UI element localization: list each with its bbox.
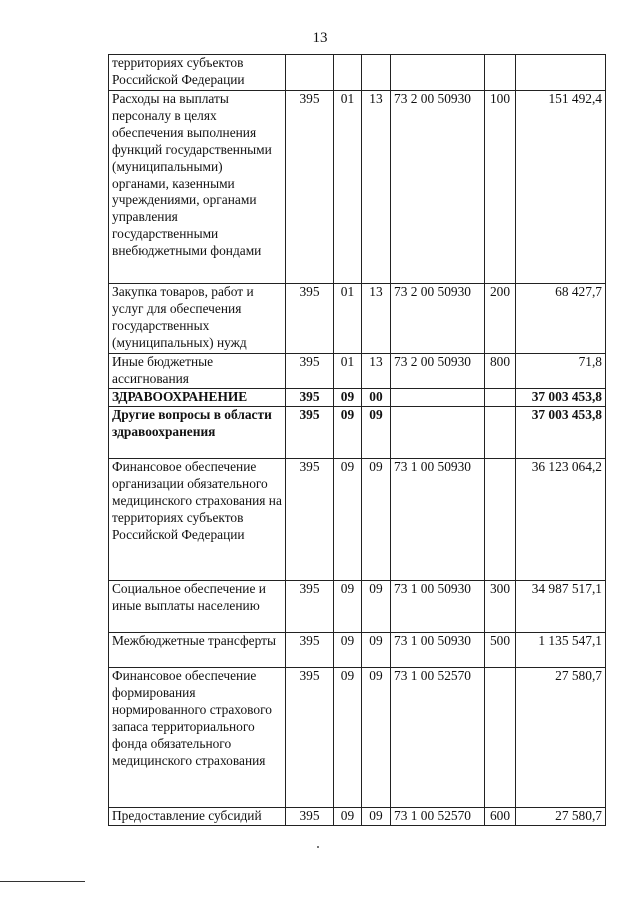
- expense-type-code: 600: [485, 808, 516, 826]
- amount: 151 492,4: [516, 91, 606, 284]
- ministry-code: 395: [286, 354, 334, 389]
- table-row: [109, 668, 606, 808]
- ministry-code: 395: [286, 459, 334, 581]
- expense-type-code: 100: [485, 91, 516, 284]
- ministry-code: 395: [286, 808, 334, 826]
- table-row: [109, 459, 606, 581]
- subsection-code: 09: [362, 668, 391, 808]
- item-name: Иные бюджетные ассигнования: [109, 354, 286, 389]
- section-code: 09: [334, 633, 362, 668]
- item-name: Предоставление субсидий: [109, 808, 286, 826]
- expense-type-code: [485, 407, 516, 459]
- section-code: 01: [334, 284, 362, 354]
- target-article-code: 73 2 00 50930: [391, 284, 485, 354]
- amount: 37 003 453,8: [516, 407, 606, 459]
- budget-table-body: [109, 55, 606, 826]
- ministry-code: [286, 55, 334, 91]
- subsection-code: 09: [362, 459, 391, 581]
- section-code: 09: [334, 668, 362, 808]
- target-article-code: 73 2 00 50930: [391, 354, 485, 389]
- amount: 68 427,7: [516, 284, 606, 354]
- amount: 36 123 064,2: [516, 459, 606, 581]
- table-row: [109, 284, 606, 354]
- expense-type-code: [485, 55, 516, 91]
- subsection-code: 00: [362, 389, 391, 407]
- section-code: 09: [334, 581, 362, 633]
- section-code: 09: [334, 459, 362, 581]
- item-name: Другие вопросы в области здравоохранения: [109, 407, 286, 459]
- ministry-code: 395: [286, 284, 334, 354]
- amount: 71,8: [516, 354, 606, 389]
- ministry-code: 395: [286, 633, 334, 668]
- ministry-code: 395: [286, 91, 334, 284]
- table-row: [109, 581, 606, 633]
- amount: 34 987 517,1: [516, 581, 606, 633]
- table-row: [109, 55, 606, 91]
- item-name: ЗДРАВООХРАНЕНИЕ: [109, 389, 286, 407]
- target-article-code: 73 1 00 50930: [391, 633, 485, 668]
- target-article-code: 73 1 00 52570: [391, 808, 485, 826]
- section-code: 09: [334, 808, 362, 826]
- target-article-code: [391, 389, 485, 407]
- amount: [516, 55, 606, 91]
- item-name: Финансовое обеспечение организации обязательного медицинского страхования на территориях субъектов Российской Федерации: [109, 459, 286, 581]
- table-row: [109, 354, 606, 389]
- item-name: Закупка товаров, работ и услуг для обеспечения государственных (муниципальных) нужд: [109, 284, 286, 354]
- subsection-code: [362, 55, 391, 91]
- budget-table: [108, 54, 606, 826]
- subsection-code: 13: [362, 91, 391, 284]
- section-code: 09: [334, 407, 362, 459]
- subsection-code: 09: [362, 633, 391, 668]
- subsection-code: 09: [362, 407, 391, 459]
- page-number: 13: [312, 30, 328, 46]
- expense-type-code: 300: [485, 581, 516, 633]
- item-name: Межбюджетные трансферты: [109, 633, 286, 668]
- amount: 27 580,7: [516, 668, 606, 808]
- ministry-code: 395: [286, 389, 334, 407]
- subsection-code: 13: [362, 284, 391, 354]
- expense-type-code: 500: [485, 633, 516, 668]
- target-article-code: [391, 407, 485, 459]
- target-article-code: 73 2 00 50930: [391, 91, 485, 284]
- table-row: [109, 91, 606, 284]
- section-code: 09: [334, 389, 362, 407]
- expense-type-code: 200: [485, 284, 516, 354]
- expense-type-code: [485, 389, 516, 407]
- amount: 37 003 453,8: [516, 389, 606, 407]
- item-name: Финансовое обеспечение формирования нормированного страхового запаса территориального фонда обязательного медицинского страхования: [109, 668, 286, 808]
- footnote-separator: [0, 881, 85, 882]
- item-name: Расходы на выплаты персоналу в целях обеспечения выполнения функций государственными (муниципальными) органами, казенными учреждениями, органами управления государственными внебюджетными фондами: [109, 91, 286, 284]
- section-code: [334, 55, 362, 91]
- item-name: Социальное обеспечение и иные выплаты населению: [109, 581, 286, 633]
- target-article-code: [391, 55, 485, 91]
- scan-speck: [317, 846, 319, 848]
- expense-type-code: [485, 668, 516, 808]
- table-row: [109, 633, 606, 668]
- expense-type-code: 800: [485, 354, 516, 389]
- section-code: 01: [334, 91, 362, 284]
- ministry-code: 395: [286, 581, 334, 633]
- section-code: 01: [334, 354, 362, 389]
- target-article-code: 73 1 00 50930: [391, 459, 485, 581]
- subsection-code: 09: [362, 581, 391, 633]
- ministry-code: 395: [286, 407, 334, 459]
- ministry-code: 395: [286, 668, 334, 808]
- subsection-code: 13: [362, 354, 391, 389]
- table-row: [109, 389, 606, 407]
- table-row: [109, 808, 606, 826]
- table-row: [109, 407, 606, 459]
- expense-type-code: [485, 459, 516, 581]
- subsection-code: 09: [362, 808, 391, 826]
- amount: 1 135 547,1: [516, 633, 606, 668]
- item-name: территориях субъектов Российской Федерации: [109, 55, 286, 91]
- target-article-code: 73 1 00 50930: [391, 581, 485, 633]
- target-article-code: 73 1 00 52570: [391, 668, 485, 808]
- amount: 27 580,7: [516, 808, 606, 826]
